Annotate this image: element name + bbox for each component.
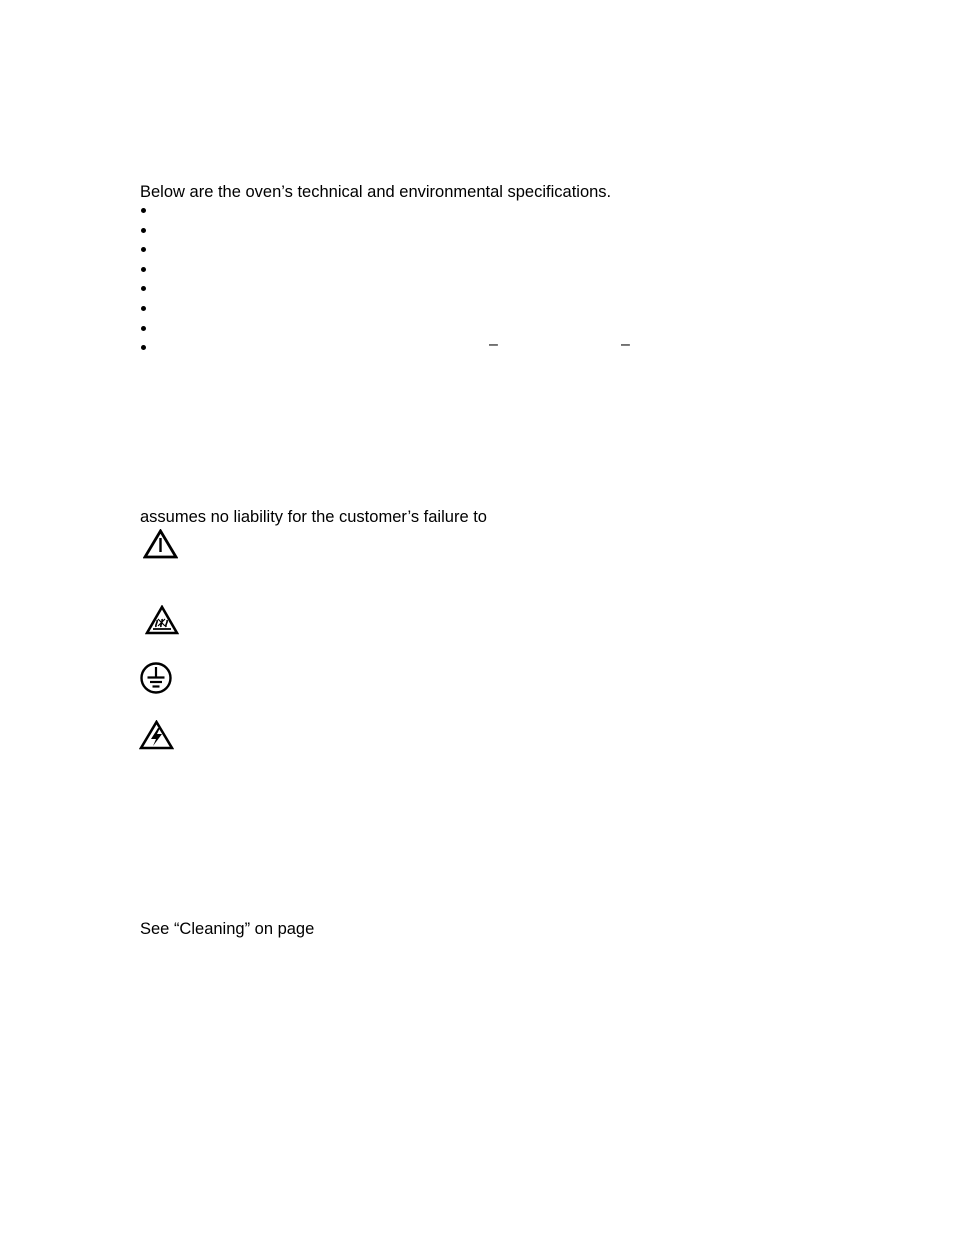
- cleaning-page-reference: See “Cleaning” on page: [140, 920, 315, 938]
- bullet-icon: [141, 228, 146, 233]
- range-dash: –: [621, 336, 630, 354]
- bullet-icon: [141, 286, 146, 291]
- electric-shock-warning-icon: [139, 720, 174, 750]
- bullet-icon: [141, 306, 146, 311]
- bullet-icon: [141, 208, 146, 213]
- warning-triangle-icon: [143, 529, 178, 559]
- hot-surface-warning-icon: [145, 605, 179, 635]
- bullet-icon: [141, 345, 146, 350]
- specifications-intro: Below are the oven’s technical and environmental specifications.: [140, 183, 612, 201]
- bullet-icon: [141, 326, 146, 331]
- range-dash: –: [489, 336, 498, 354]
- liability-statement: assumes no liability for the customer’s failure to: [140, 508, 487, 526]
- bullet-icon: [141, 247, 146, 252]
- protective-earth-ground-icon: [139, 661, 173, 695]
- bullet-icon: [141, 267, 146, 272]
